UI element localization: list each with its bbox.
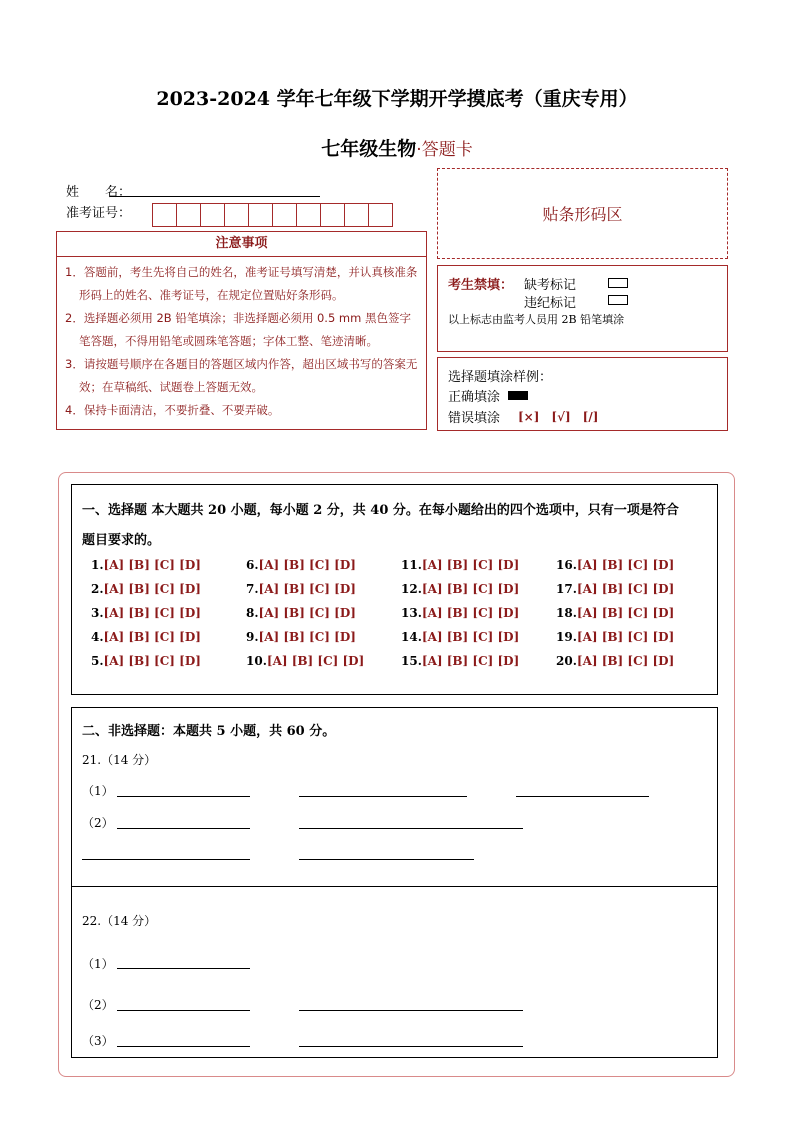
question-number: 14. (401, 630, 422, 644)
exam-id-digit-box[interactable] (200, 203, 225, 227)
exam-id-digit-box[interactable] (368, 203, 393, 227)
answer-options[interactable]: [A] [B] [C] [D] (576, 654, 675, 668)
question-number: 11. (401, 558, 422, 572)
answer-options[interactable]: [A] [B] [C] [D] (576, 606, 675, 620)
mc-question-15[interactable] (401, 654, 519, 668)
question-number: 16. (556, 558, 577, 572)
answer-options[interactable]: [A] [B] [C] [D] (421, 606, 520, 620)
examiner-only-label: 考生禁填： (448, 278, 514, 293)
notice-item: 3．请按题号顺序在各题目的答题区域内作答，超出区域书写的答案无效；在草稿纸、试题卷上答题无效。 (65, 357, 418, 394)
exam-id-digit-box[interactable] (344, 203, 369, 227)
question-number: 7. (246, 582, 259, 596)
answer-line[interactable] (299, 1046, 523, 1047)
mc-question-2[interactable] (91, 582, 201, 596)
name-field[interactable] (110, 196, 320, 197)
page-subtitle (0, 134, 794, 161)
question-number: 15. (401, 654, 422, 668)
mc-question-19[interactable] (556, 630, 674, 644)
exam-id-label: 准考证号： (66, 206, 132, 221)
mc-question-10[interactable] (246, 654, 364, 668)
answer-line[interactable] (117, 796, 250, 797)
answer-line[interactable] (516, 796, 649, 797)
mc-question-1[interactable] (91, 558, 201, 572)
subtitle-main: 七年级生物 (321, 138, 417, 160)
mc-question-9[interactable] (246, 630, 356, 644)
answer-line[interactable] (299, 1010, 523, 1011)
answer-line[interactable] (299, 859, 474, 860)
wrong-fill-samples: [×] [√] [/] (518, 410, 599, 424)
question-number: 18. (556, 606, 577, 620)
name-label: 姓 名： (66, 185, 132, 200)
examiner-note: 以上标志由监考人员用 2B 铅笔填涂 (448, 313, 625, 326)
examiner-only-box (437, 265, 728, 352)
question-number: 6. (246, 558, 259, 572)
exam-id-digit-box[interactable] (176, 203, 201, 227)
answer-options[interactable]: [A] [B] [C] [D] (421, 582, 520, 596)
exam-id-digit-box[interactable] (320, 203, 345, 227)
answer-line[interactable] (299, 828, 523, 829)
answer-options[interactable]: [A] [B] [C] [D] (103, 558, 201, 572)
answer-line[interactable] (299, 796, 467, 797)
mc-question-7[interactable] (246, 582, 356, 596)
question-number: 4. (91, 630, 104, 644)
mc-question-20[interactable] (556, 654, 674, 668)
notice-box (56, 231, 427, 430)
answer-options[interactable]: [A] [B] [C] [D] (258, 582, 356, 596)
answer-line[interactable] (82, 859, 250, 860)
question-number: 8. (246, 606, 259, 620)
question-number: 19. (556, 630, 577, 644)
mc-heading-line1: 一、选择题 本大题共 20 小题，每小题 2 分，共 40 分。在每小题给出的四个选项中，只有一项是符合 (82, 503, 679, 518)
mc-question-4[interactable] (91, 630, 201, 644)
answer-options[interactable]: [A] [B] [C] [D] (576, 630, 675, 644)
exam-id-digit-box[interactable] (152, 203, 177, 227)
barcode-area (437, 168, 728, 259)
question-number: 12. (401, 582, 422, 596)
barcode-label: 贴条形码区 (542, 205, 623, 224)
question-21-part-2-label: （2） (82, 816, 114, 830)
notice-item: 2．选择题必须用 2B 铅笔填涂；非选择题必须用 0.5 mm 黑色签字笔答题，不得用铅笔或圆珠笔答题；字体工整、笔迹清晰。 (65, 311, 411, 348)
mc-heading-line2: 题目要求的。 (82, 533, 161, 548)
answer-options[interactable]: [A] [B] [C] [D] (103, 630, 201, 644)
mc-question-16[interactable] (556, 558, 674, 572)
mc-question-13[interactable] (401, 606, 519, 620)
question-number: 3. (91, 606, 104, 620)
question-number: 9. (246, 630, 259, 644)
mc-question-11[interactable] (401, 558, 519, 572)
exam-id-boxes (152, 203, 392, 227)
question-22-part-2-label: （2） (82, 998, 114, 1012)
answer-options[interactable]: [A] [B] [C] [D] (103, 654, 201, 668)
question-21-part-1-label: （1） (82, 784, 114, 798)
mc-question-14[interactable] (401, 630, 519, 644)
exam-id-digit-box[interactable] (224, 203, 249, 227)
non-choice-section (71, 707, 718, 1058)
question-number: 2. (91, 582, 104, 596)
answer-line[interactable] (117, 828, 250, 829)
answer-options[interactable]: [A] [B] [C] [D] (103, 606, 201, 620)
mc-question-18[interactable] (556, 606, 674, 620)
non-choice-heading: 二、非选择题：本题共 5 小题，共 60 分。 (82, 724, 336, 739)
answer-options[interactable]: [A] [B] [C] [D] (258, 606, 356, 620)
mc-question-5[interactable] (91, 654, 201, 668)
multiple-choice-section (71, 484, 718, 695)
mc-question-3[interactable] (91, 606, 201, 620)
page-title: 2023-2024 学年七年级下学期开学摸底考（重庆专用） (156, 88, 638, 110)
question-number: 20. (556, 654, 577, 668)
notice-item: 1．答题前，考生先将自己的姓名，准考证号填写清楚，并认真核准条形码上的姓名、准考证号，在规定位置贴好条形码。 (65, 265, 418, 302)
answer-options[interactable]: [A] [B] [C] [D] (421, 654, 520, 668)
absent-mark-label: 缺考标记 (524, 278, 577, 293)
question-number: 17. (556, 582, 577, 596)
exam-id-digit-box[interactable] (272, 203, 297, 227)
question-number: 10. (246, 654, 267, 668)
mc-question-12[interactable] (401, 582, 519, 596)
answer-options[interactable]: [A] [B] [C] [D] (421, 558, 520, 572)
fill-sample-heading: 选择题填涂样例： (448, 370, 553, 385)
mc-question-8[interactable] (246, 606, 356, 620)
exam-id-digit-box[interactable] (248, 203, 273, 227)
question-number: 5. (91, 654, 104, 668)
notice-item: 4．保持卡面清洁，不要折叠、不要弄破。 (65, 403, 280, 417)
answer-options[interactable]: [A] [B] [C] [D] (266, 654, 365, 668)
question-22-part-1-label: （1） (82, 957, 114, 971)
mc-question-17[interactable] (556, 582, 674, 596)
answer-options[interactable]: [A] [B] [C] [D] (421, 630, 520, 644)
answer-line[interactable] (117, 1010, 250, 1011)
answer-line[interactable] (117, 968, 250, 969)
notice-body (57, 257, 426, 422)
correct-fill-sample (508, 391, 528, 400)
question-divider (71, 886, 718, 887)
answer-options[interactable]: [A] [B] [C] [D] (258, 630, 356, 644)
mc-question-6[interactable] (246, 558, 356, 572)
answer-options[interactable]: [A] [B] [C] [D] (258, 558, 356, 572)
correct-fill-label: 正确填涂 (448, 390, 501, 405)
absent-mark-box[interactable] (608, 278, 628, 288)
answer-options[interactable]: [A] [B] [C] [D] (576, 558, 675, 572)
answer-options[interactable]: [A] [B] [C] [D] (576, 582, 675, 596)
violation-mark-box[interactable] (608, 295, 628, 305)
exam-id-digit-box[interactable] (296, 203, 321, 227)
question-number: 1. (91, 558, 104, 572)
question-22-label: 22.（14 分） (82, 914, 157, 928)
fill-sample-box (437, 357, 728, 431)
subtitle-suffix: ·答题卡 (416, 140, 473, 160)
violation-mark-label: 违纪标记 (524, 296, 577, 311)
question-number: 13. (401, 606, 422, 620)
question-21-label: 21.（14 分） (82, 753, 157, 767)
question-22-part-3-label: （3） (82, 1034, 114, 1048)
answer-options[interactable]: [A] [B] [C] [D] (103, 582, 201, 596)
wrong-fill-label: 错误填涂 (448, 411, 501, 426)
notice-heading: 注意事项 (57, 232, 426, 257)
answer-line[interactable] (117, 1046, 250, 1047)
